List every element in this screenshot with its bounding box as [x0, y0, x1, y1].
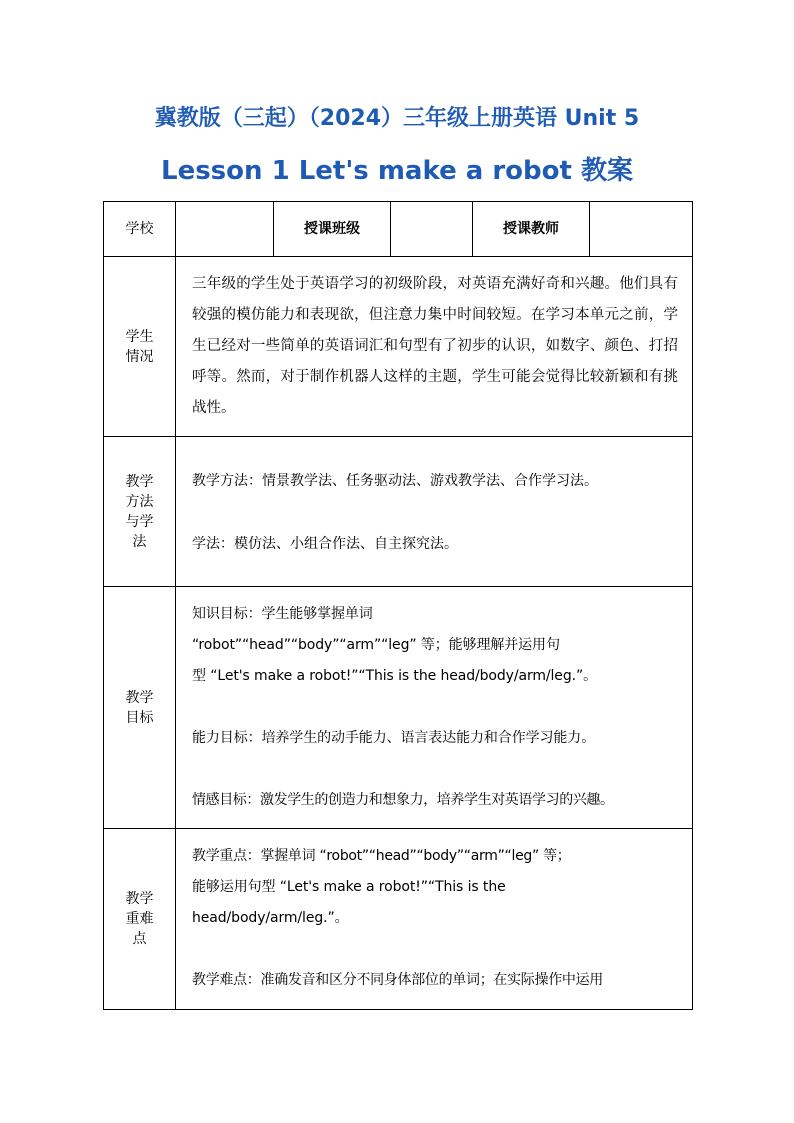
document-title-line-2: Lesson 1 Let's make a robot 教案	[161, 156, 633, 186]
student-situation-content	[176, 257, 693, 437]
student-situation-text: 三年级的学生处于英语学习的初级阶段，对英语充满好奇和兴趣。他们具有较强的模仿能力和表现欲，但注意力集中时间较短。在学习本单元之前，学生已经对一些简单的英语词汇和句型有了初步的认识，如数字、颜色、打招呼等。然而，对于制作机器人这样的主题，学生可能会觉得比较新颖和有挑战性。	[192, 276, 678, 416]
header-row	[104, 202, 693, 257]
objectives-label-text: 教学 目标	[125, 689, 154, 726]
key-difficult-content	[176, 829, 693, 1010]
methods-row	[104, 437, 693, 587]
ability-objective: 能力目标：培养学生的动手能力、语言表达能力和合作学习能力。	[192, 730, 596, 746]
methods-label	[104, 437, 176, 587]
school-value	[176, 202, 274, 257]
student-situation-row	[104, 257, 693, 437]
key-point-line-1: 教学重点：掌握单词 “robot”“head”“body”“arm”“leg” 等；	[192, 848, 571, 864]
key-difficult-label	[104, 829, 176, 1010]
key-point-line-2: 能够运用句型 “Let's make a robot!”“This is the	[192, 879, 506, 895]
key-difficult-row	[104, 829, 693, 1010]
student-situation-label	[104, 257, 176, 437]
lesson-plan-table	[103, 201, 693, 1010]
school-label: 学校	[104, 202, 176, 257]
student-situation-label-text: 学生 情况	[125, 328, 154, 365]
key-difficult-label-text: 教学 重难 点	[125, 891, 154, 947]
learning-methods-text: 学法：模仿法、小组合作法、自主探究法。	[192, 536, 458, 552]
emotion-objective: 情感目标：激发学生的创造力和想象力，培养学生对英语学习的兴趣。	[192, 792, 614, 808]
methods-content	[176, 437, 693, 587]
knowledge-objective-line-2: “robot”“head”“body”“arm”“leg” 等；能够理解并运用句	[192, 637, 560, 653]
knowledge-objective-line-3: 型 “Let's make a robot!”“This is the head/body/arm/leg.”。	[192, 668, 598, 684]
class-label: 授课班级	[274, 202, 391, 257]
teaching-methods-text: 教学方法：情景教学法、任务驱动法、游戏教学法、合作学习法。	[192, 473, 598, 489]
teacher-label: 授课教师	[473, 202, 590, 257]
key-point-line-3: head/body/arm/leg.”。	[192, 910, 349, 926]
document-title-line-1: 冀教版（三起）（2024）三年级上册英语 Unit 5	[154, 106, 640, 131]
objectives-label	[104, 587, 176, 829]
difficult-point-line-1: 教学难点：准确发音和区分不同身体部位的单词；在实际操作中运用	[192, 972, 603, 988]
knowledge-objective-line-1: 知识目标：学生能够掌握单词	[192, 606, 373, 622]
teacher-value	[590, 202, 693, 257]
objectives-content	[176, 587, 693, 829]
methods-label-text: 教学 方法 与学 法	[125, 473, 154, 550]
class-value	[391, 202, 473, 257]
objectives-row	[104, 587, 693, 829]
